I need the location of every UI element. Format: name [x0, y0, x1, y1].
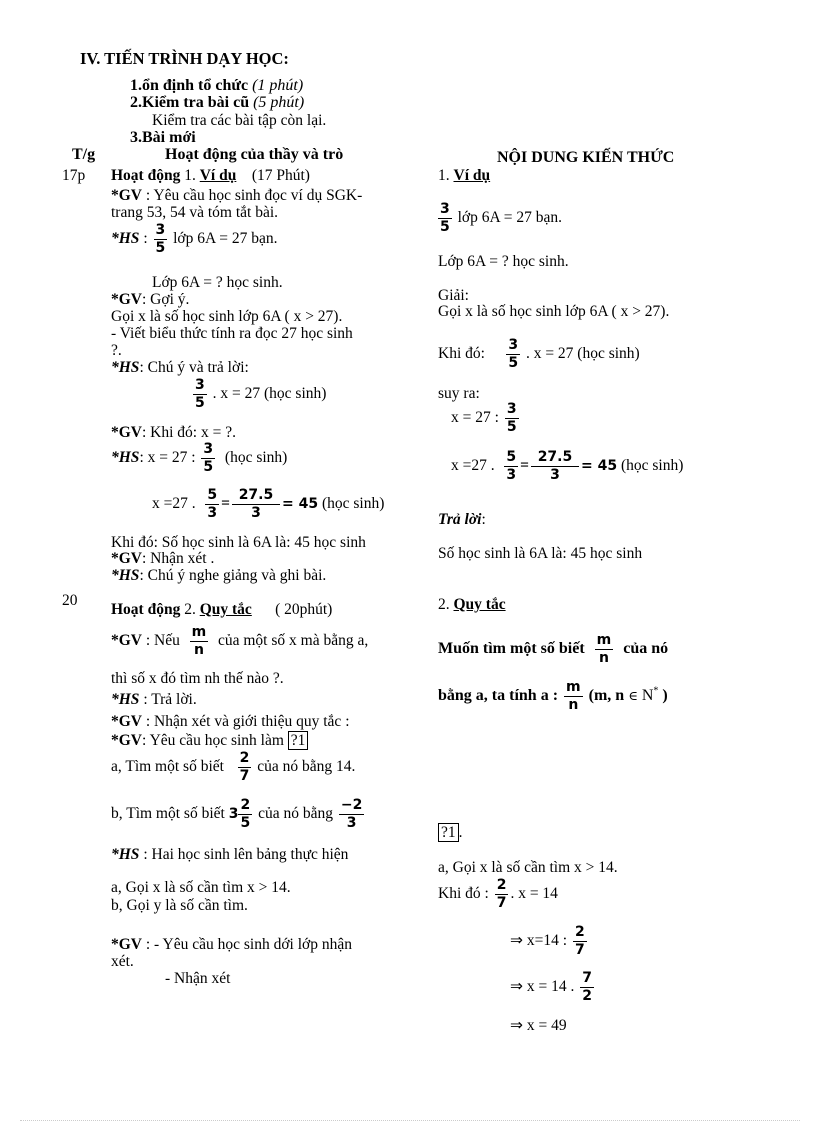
a2-gv4-line2: xét. [111, 953, 134, 970]
a2-gv4: *GV : - Yêu cầu học sinh dới lớp nhận [111, 936, 352, 953]
activity1-heading: Hoạt động 1. Ví dụ (17 Phút) [111, 167, 310, 184]
a1-hs4: *HS: Chú ý nghe giảng và ghi bài. [111, 567, 327, 584]
c2-question-box: ?1 . [438, 823, 463, 842]
c1-eq: Khi đó: $\frac{3}{5}$ . x = 27 (học sinh) [438, 337, 640, 371]
a2-hs1: *HS : Trả lời. [111, 691, 197, 708]
activity2-heading: Hoạt động 2. Quy tắc ( 20phút) [111, 601, 333, 618]
a1-hs2: *HS: Chú ý và trả lời: [111, 359, 249, 376]
a1-gv1-line2: trang 53, 54 và tóm tắt bài. [111, 204, 279, 221]
c2-step2: ⇒ x = 14 . $\frac{7}{2}$ [510, 970, 592, 1004]
fraction-3-5: $\frac{3}{5}$ [155, 222, 166, 256]
header-time: T/g [72, 146, 96, 163]
step-2: 2.Kiểm tra bài cũ (5 phút) [130, 94, 305, 111]
a1-calc: x =27 . $\frac{5}{3}$ = $\frac{27.5}{3}$ = 45 (học sinh) [152, 487, 385, 521]
a2-gv4-sub: - Nhận xét [165, 970, 231, 987]
c2-rule-line2: bằng a, ta tính a : $\frac{m}{n}$ (m, n ∈ N* ) [438, 679, 668, 713]
a1-hs1: *HS : $\frac{3}{5}$ lớp 6A = 27 bạn. [111, 222, 278, 256]
c1-given2: Lớp 6A = ? học sinh. [438, 253, 569, 270]
activity2-time: 20 [62, 592, 78, 609]
c1-thus: suy ra: [438, 385, 480, 402]
activity1-time: 17p [62, 167, 86, 184]
a1-question: Lớp 6A = ? học sinh. [152, 274, 283, 291]
a2-gv2: *GV : Nhận xét và giới thiệu quy tắc : [111, 713, 350, 730]
step-2-note: Kiểm tra các bài tập còn lại. [152, 112, 327, 129]
a1-gv1: *GV : Yêu cầu học sinh đọc ví dụ SGK- [111, 187, 363, 204]
a2-gv1-line2: thì số x đó tìm nh thế nào ?. [111, 670, 284, 687]
a1-gv3: *GV: Khi đó: x = ?. [111, 424, 236, 441]
c2-step3: ⇒ x = 49 [510, 1016, 567, 1034]
a1-hint1: Gọi x là số học sinh lớp 6A ( x > 27). [111, 308, 343, 325]
a1-gv4: *GV: Nhận xét . [111, 550, 215, 567]
a1-eq1: $\frac{3}{5}$ . x = 27 (học sinh) [195, 377, 327, 411]
c1-answer: Số học sinh là 6A là: 45 học sinh [438, 545, 643, 562]
section-title: IV. TIẾN TRÌNH DẠY HỌC: [80, 49, 289, 68]
header-activities: Hoạt động của thầy và trò [165, 146, 344, 163]
c2-step1: ⇒ x=14 : $\frac{2}{7}$ [510, 924, 585, 958]
c2-eq1: Khi đó : $\frac{2}{7}$ . x = 14 [438, 877, 558, 911]
a2-question-a: a, Tìm một số biết $\frac{2}{7}$ của nó bằng 14. [111, 750, 356, 784]
c2-rule-line1: Muốn tìm một số biết $\frac{m}{n}$ của nó [438, 632, 669, 666]
a1-gv2: *GV: Gợi ý. [111, 291, 190, 308]
c1-given1: $\frac{3}{5}$ lớp 6A = 27 bạn. [440, 201, 562, 235]
a1-hint2: - Viết biểu thức tính ra đọc 27 học sinh [111, 325, 353, 342]
a1-conclusion: Khi đó: Số học sinh là 6A là: 45 học sinh [111, 534, 366, 551]
a2-answer-a: a, Gọi x là số cần tìm x > 14. [111, 879, 291, 896]
c1-heading: 1. Ví dụ [438, 167, 491, 184]
a1-hint2-line2: ?. [111, 342, 122, 359]
implies-icon: ⇒ [510, 930, 523, 949]
implies-icon: ⇒ [510, 1016, 523, 1034]
page-bottom-divider [20, 1120, 800, 1121]
c2-a-line: a, Gọi x là số cần tìm x > 14. [438, 859, 618, 876]
header-content: NỘI DUNG KIẾN THỨC [497, 149, 675, 166]
step-3: 3.Bài mới [130, 129, 196, 146]
c1-answer-label: Trả lời: [438, 511, 486, 528]
a2-gv3: *GV: Yêu cầu học sinh làm ?1 [111, 731, 308, 750]
c1-x1: x = 27 : $\frac{3}{5}$ [451, 401, 517, 435]
a2-gv1: *GV : Nếu $\frac{m}{n}$ của một số x mà bằng a, [111, 624, 369, 658]
c2-heading: 2. Quy tắc [438, 596, 506, 613]
step-1: 1.ổn định tổ chức (1 phút) [130, 77, 304, 94]
a2-hs2: *HS : Hai học sinh lên bảng thực hiện [111, 846, 349, 863]
implies-icon: ⇒ [510, 976, 523, 995]
c1-x2: x =27 . $\frac{5}{3}$ = $\frac{27.5}{3}$ = 45 (học sinh) [451, 449, 684, 483]
a2-answer-b: b, Gọi y là số cần tìm. [111, 897, 248, 914]
c1-sol1: Gọi x là số học sinh lớp 6A ( x > 27). [438, 303, 670, 320]
a2-question-b: b, Tìm một số biết 3 $\frac{2}{5}$ của nó bằng $\frac{-2}{3}$ [111, 797, 363, 831]
c1-solution-label: Giải: [438, 287, 469, 304]
a1-hs3: *HS: x = 27 : $\frac{3}{5}$ (học sinh) [111, 441, 288, 475]
